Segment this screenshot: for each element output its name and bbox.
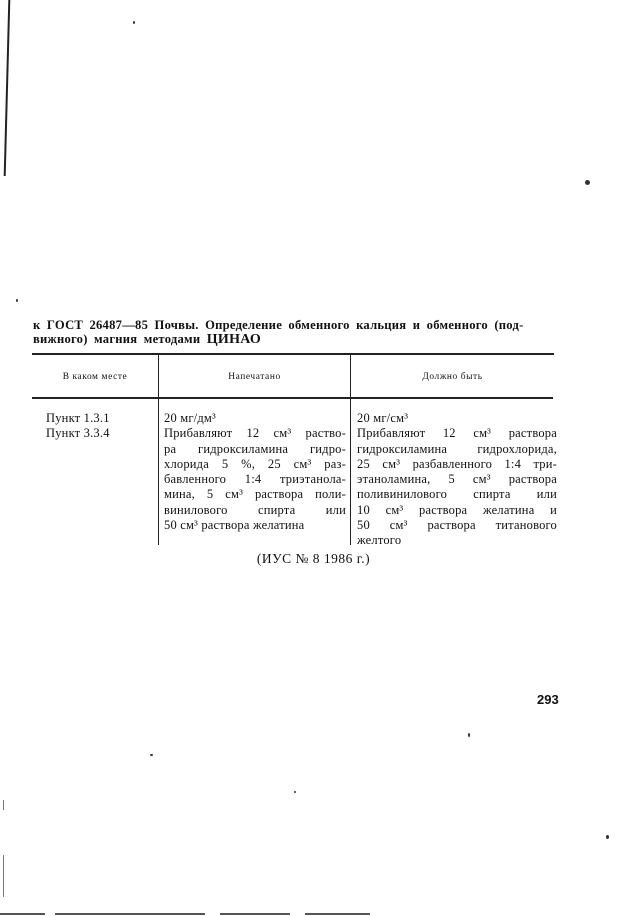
- printed-line: винилового спирта или: [164, 502, 346, 517]
- header-printed: Напечатано: [228, 372, 281, 382]
- correct-line: 10 см³ раствора желатина и: [357, 502, 557, 517]
- table-top-rule: [32, 353, 554, 355]
- title-line-1: ГОСТ 26487—85 Почвы. Определение обменного кальция и обменного (под-: [46, 318, 524, 332]
- scan-bottom-edge: [305, 913, 370, 915]
- correct-line: 25 см³ разбавленного 1:4 три-: [357, 456, 557, 471]
- location-item: Пункт 3.3.4: [46, 426, 110, 441]
- scan-speck: [150, 754, 153, 756]
- title-prefix: к: [33, 318, 41, 332]
- scan-speck: [16, 299, 18, 302]
- printed-line: 20 мг/дм³: [164, 411, 216, 425]
- correct-cell: [357, 411, 557, 549]
- page-number: 293: [537, 692, 559, 707]
- printed-line: мина, 5 см³ раствора поли-: [164, 487, 346, 502]
- source-note: (ИУС № 8 1986 г.): [256, 551, 371, 566]
- location-cell: [46, 411, 156, 442]
- header-location: В каком месте: [62, 372, 128, 382]
- scan-edge-line: [4, 0, 11, 176]
- column-divider-2: [350, 355, 351, 545]
- printed-line: хлорида 5 %, 25 см³ раз-: [164, 456, 346, 471]
- scan-dot: [585, 180, 590, 185]
- scan-edge-tick: [3, 855, 4, 897]
- scan-edge-tick: [3, 800, 4, 810]
- correct-line: 50 см³ раствора титанового: [357, 518, 557, 533]
- correct-line: этаноламина, 5 см³ раствора: [357, 472, 557, 487]
- scan-dot: [606, 835, 609, 839]
- scan-speck: [468, 733, 470, 737]
- header-should-be: Должно быть: [422, 372, 483, 382]
- printed-cell: [164, 411, 346, 533]
- printed-line: ра гидроксиламина гидро-: [164, 441, 346, 456]
- scan-bottom-edge: [0, 913, 45, 915]
- correct-line: желтого: [357, 533, 402, 548]
- document-title: [33, 318, 558, 347]
- scan-speck: [133, 21, 135, 24]
- title-line-2: вижного) магния методами: [33, 332, 207, 346]
- correct-line: Прибавляют 12 см³ раствора: [357, 426, 557, 441]
- scan-bottom-edge: [55, 913, 205, 915]
- printed-line: бавленного 1:4 триэтанола-: [164, 472, 346, 487]
- table-header-rule: [32, 397, 553, 399]
- scan-bottom-edge: [220, 913, 290, 915]
- title-acronym: ЦИНАО: [206, 332, 262, 347]
- location-item: Пункт 1.3.1: [46, 411, 110, 425]
- printed-line: Прибавляют 12 см³ раство-: [164, 426, 346, 441]
- printed-line: 50 см³ раствора желатина: [164, 518, 305, 533]
- correct-line: гидроксиламина гидрохлорида,: [357, 441, 557, 456]
- correct-line: поливинилового спирта или: [357, 487, 557, 502]
- column-divider-1: [158, 355, 159, 545]
- scan-speck: [294, 791, 296, 793]
- correct-line: 20 мг/см³: [357, 411, 409, 425]
